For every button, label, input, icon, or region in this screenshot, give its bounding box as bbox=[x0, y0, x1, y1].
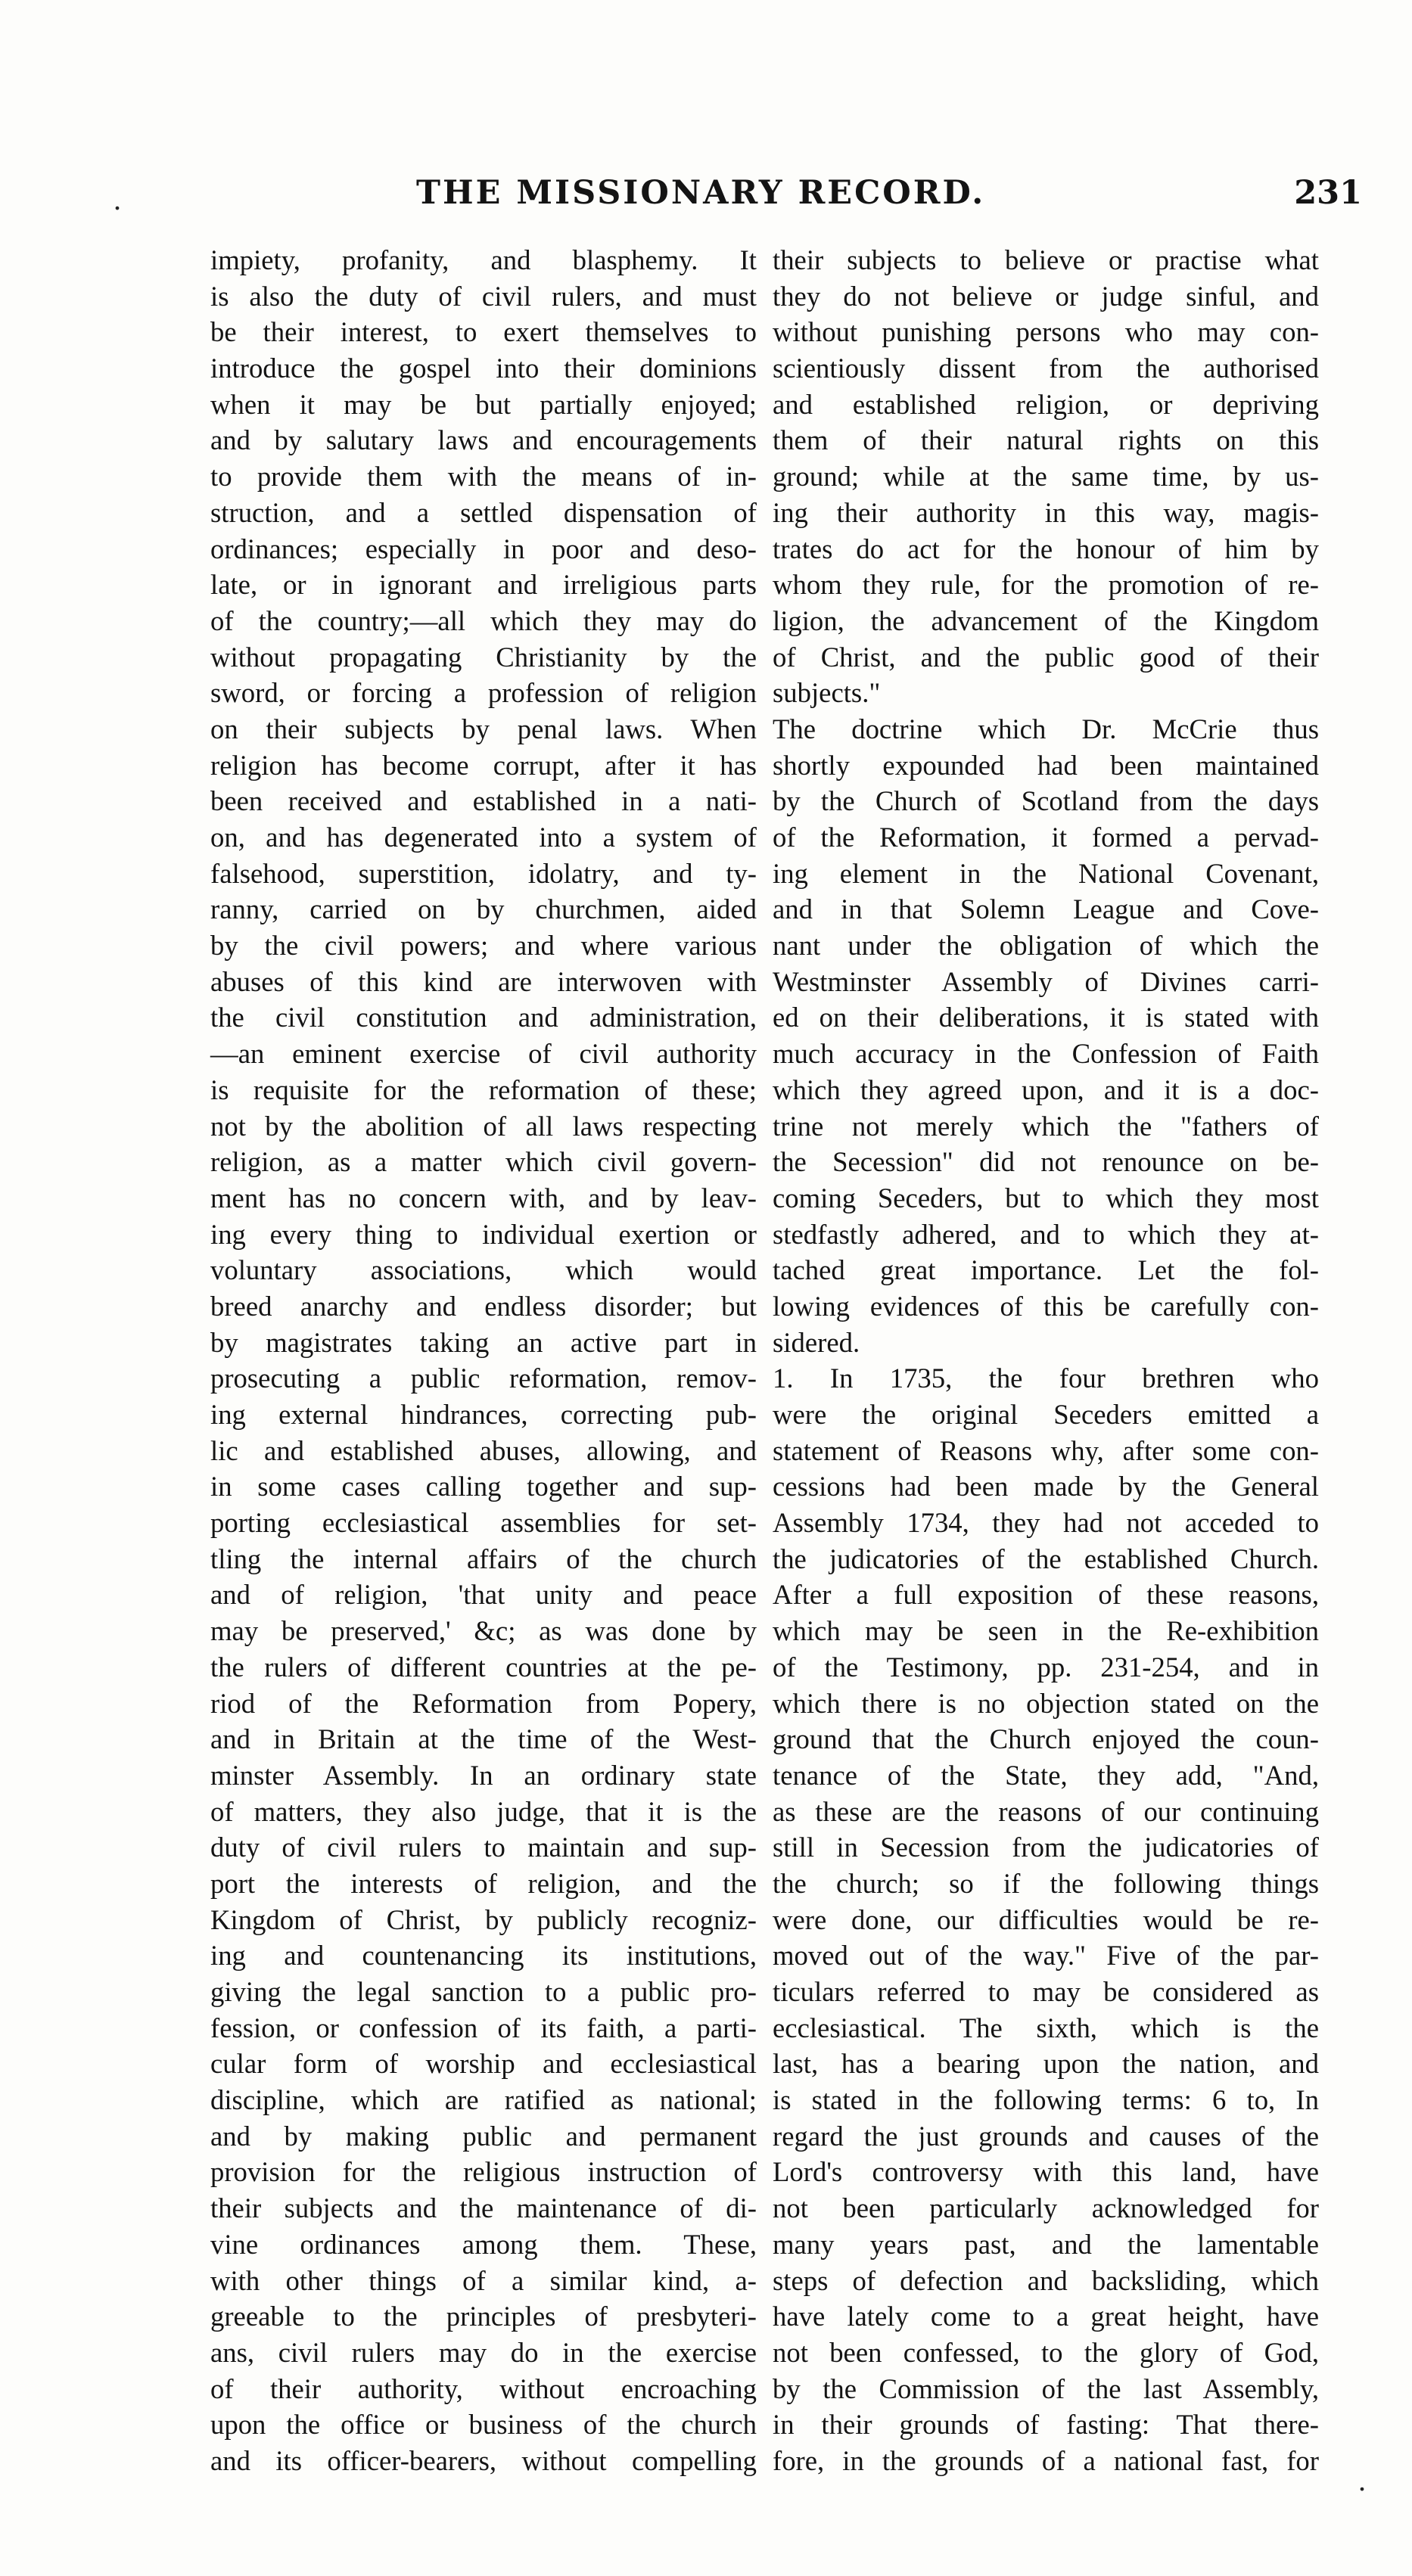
left-column-line: introduce the gospel into their dominions bbox=[210, 353, 757, 384]
left-column bbox=[210, 242, 757, 2479]
left-column-line: may be preserved,' &c; as was done by bbox=[210, 1615, 757, 1647]
left-column-line: falsehood, superstition, idolatry, and ty- bbox=[210, 857, 757, 889]
left-column-line: when it may be but partially enjoyed; bbox=[210, 388, 757, 420]
right-column-line: and in that Solemn League and Cove- bbox=[773, 893, 1319, 925]
right-column-line: not been particularly acknowledged for bbox=[773, 2192, 1319, 2224]
left-column-line: vine ordinances among them. These, bbox=[210, 2228, 757, 2260]
left-column-line: of matters, they also judge, that it is the bbox=[210, 1795, 757, 1827]
left-column-line: riod of the Reformation from Popery, bbox=[210, 1687, 757, 1719]
right-column-line: moved out of the way." Five of the par- bbox=[773, 1940, 1319, 1972]
left-column-line: greeable to the principles of presbyteri- bbox=[210, 2301, 757, 2332]
right-column-line: of Christ, and the public good of their bbox=[773, 641, 1319, 673]
right-column-line: scientiously dissent from the authorised bbox=[773, 353, 1319, 384]
right-column-line: in their grounds of fasting: That there- bbox=[773, 2409, 1319, 2441]
left-column-line: the rulers of different countries at the pe- bbox=[210, 1651, 757, 1683]
right-column-line: ecclesiastical. The sixth, which is the bbox=[773, 2012, 1319, 2043]
right-column-line: the church; so if the following things bbox=[773, 1867, 1319, 1899]
right-column-line: were the original Seceders emitted a bbox=[773, 1399, 1319, 1430]
left-column-line: is requisite for the reformation of these; bbox=[210, 1074, 757, 1105]
right-column-line: trates do act for the honour of him by bbox=[773, 533, 1319, 564]
left-column-line: on their subjects by penal laws. When bbox=[210, 713, 757, 744]
right-column-line: which there is no objection stated on the bbox=[773, 1687, 1319, 1719]
left-column-line: of their authority, without encroaching bbox=[210, 2372, 757, 2404]
left-column-line: and its officer-bearers, without compelling bbox=[210, 2444, 757, 2476]
left-column-line: duty of civil rulers to maintain and sup- bbox=[210, 1832, 757, 1863]
left-column-line: not by the abolition of all laws respecting bbox=[210, 1110, 757, 1142]
right-column-line: and established religion, or depriving bbox=[773, 388, 1319, 420]
left-column-line: cular form of worship and ecclesiastical bbox=[210, 2048, 757, 2080]
left-column-line: religion has become corrupt, after it has bbox=[210, 749, 757, 781]
right-column bbox=[773, 242, 1319, 2479]
left-column-line: late, or in ignorant and irreligious parts bbox=[210, 569, 757, 601]
left-column-line: voluntary associations, which would bbox=[210, 1254, 757, 1286]
running-head bbox=[212, 174, 1362, 227]
left-column-line: be their interest, to exert themselves to bbox=[210, 316, 757, 348]
right-column-line: ing their authority in this way, magis- bbox=[773, 496, 1319, 528]
right-column-line: which they agreed upon, and it is a doc- bbox=[773, 1074, 1319, 1105]
left-column-line: sword, or forcing a profession of religion bbox=[210, 677, 757, 709]
right-column-line: statement of Reasons why, after some con- bbox=[773, 1434, 1319, 1466]
right-column-line: sidered. bbox=[773, 1326, 860, 1358]
left-column-line: discipline, which are ratified as national; bbox=[210, 2084, 757, 2116]
left-column-line: ing every thing to individual exertion or bbox=[210, 1218, 757, 1250]
left-column-line: and in Britain at the time of the West- bbox=[210, 1723, 757, 1755]
right-column-line: ground that the Church enjoyed the coun- bbox=[773, 1723, 1319, 1755]
left-column-line: lic and established abuses, allowing, and bbox=[210, 1434, 757, 1466]
left-column-line: religion, as a matter which civil govern- bbox=[210, 1146, 757, 1178]
right-column-line: many years past, and the lamentable bbox=[773, 2228, 1319, 2260]
left-column-line: ranny, carried on by churchmen, aided bbox=[210, 893, 757, 925]
right-column-line: have lately come to a great height, have bbox=[773, 2301, 1319, 2332]
left-column-line: port the interests of religion, and the bbox=[210, 1867, 757, 1899]
right-column-line: them of their natural rights on this bbox=[773, 424, 1319, 456]
right-column-line: 1. In 1735, the four brethren who bbox=[773, 1363, 1319, 1394]
left-column-line: in some cases calling together and sup- bbox=[210, 1471, 757, 1502]
left-column-line: ordinances; especially in poor and deso- bbox=[210, 533, 757, 564]
left-column-line: by the civil powers; and where various bbox=[210, 930, 757, 962]
right-column-line: Lord's controversy with this land, have bbox=[773, 2156, 1319, 2188]
left-column-line: and of religion, 'that unity and peace bbox=[210, 1579, 757, 1611]
right-column-line: tenance of the State, they add, "And, bbox=[773, 1759, 1319, 1791]
right-column-line: ing element in the National Covenant, bbox=[773, 857, 1319, 889]
left-column-line: and by salutary laws and encouragements bbox=[210, 424, 757, 456]
left-column-line: upon the office or business of the church bbox=[210, 2409, 757, 2441]
left-column-line: to provide them with the means of in- bbox=[210, 461, 757, 493]
right-column-line: still in Secession from the judicatories of bbox=[773, 1832, 1319, 1863]
right-column-line: whom they rule, for the promotion of re- bbox=[773, 569, 1319, 601]
left-column-line: been received and established in a nati- bbox=[210, 785, 757, 817]
left-column-line: tling the internal affairs of the church bbox=[210, 1543, 757, 1574]
left-column-line: ing external hindrances, correcting pub- bbox=[210, 1399, 757, 1430]
left-column-line: ment has no concern with, and by leav- bbox=[210, 1182, 757, 1213]
right-column-line: Assembly 1734, they had not acceded to bbox=[773, 1507, 1319, 1539]
journal-title: THE MISSIONARY RECORD. bbox=[416, 174, 986, 212]
page-number: 231 bbox=[1294, 174, 1362, 212]
right-column-line: After a full exposition of these reasons, bbox=[773, 1579, 1319, 1611]
left-column-line: —an eminent exercise of civil authority bbox=[210, 1038, 757, 1070]
right-column-line: Westminster Assembly of Divines carri- bbox=[773, 965, 1319, 997]
right-column-line: they do not believe or judge sinful, and bbox=[773, 280, 1319, 312]
left-column-line: the civil constitution and administration, bbox=[210, 1002, 757, 1033]
right-column-line: ticulars referred to may be considered as bbox=[773, 1976, 1319, 2007]
right-column-line: ed on their deliberations, it is stated with bbox=[773, 1002, 1319, 1033]
right-column-line: the judicatories of the established Church. bbox=[773, 1543, 1319, 1574]
right-column-line: much accuracy in the Confession of Faith bbox=[773, 1038, 1319, 1070]
right-column-line: the Secession" did not renounce on be- bbox=[773, 1146, 1319, 1178]
right-column-line: is stated in the following terms: 6 to, In bbox=[773, 2084, 1319, 2116]
right-column-line: by the Commission of the last Assembly, bbox=[773, 2372, 1319, 2404]
right-column-line: shortly expounded had been maintained bbox=[773, 749, 1319, 781]
right-column-line: lowing evidences of this be carefully con- bbox=[773, 1290, 1319, 1322]
right-column-line: of the Reformation, it formed a pervad- bbox=[773, 822, 1319, 853]
left-column-line: giving the legal sanction to a public pro- bbox=[210, 1976, 757, 2007]
left-column-line: fession, or confession of its faith, a parti- bbox=[210, 2012, 757, 2043]
left-column-line: their subjects and the maintenance of di- bbox=[210, 2192, 757, 2224]
right-column-line: not been confessed, to the glory of God, bbox=[773, 2336, 1319, 2368]
left-column-line: Kingdom of Christ, by publicly recogniz- bbox=[210, 1903, 757, 1935]
right-column-line: The doctrine which Dr. McCrie thus bbox=[773, 713, 1319, 744]
right-column-line: trine not merely which the "fathers of bbox=[773, 1110, 1319, 1142]
right-column-line: steps of defection and backsliding, which bbox=[773, 2264, 1319, 2296]
right-column-line: tached great importance. Let the fol- bbox=[773, 1254, 1319, 1286]
left-column-line: with other things of a similar kind, a- bbox=[210, 2264, 757, 2296]
right-column-line: without punishing persons who may con- bbox=[773, 316, 1319, 348]
right-column-line: coming Seceders, but to which they most bbox=[773, 1182, 1319, 1213]
right-column-line: as these are the reasons of our continuing bbox=[773, 1795, 1319, 1827]
right-column-line: by the Church of Scotland from the days bbox=[773, 785, 1319, 817]
right-column-line: nant under the obligation of which the bbox=[773, 930, 1319, 962]
right-column-line: fore, in the grounds of a national fast, for bbox=[773, 2444, 1319, 2476]
right-column-line: ground; while at the same time, by us- bbox=[773, 461, 1319, 493]
left-column-line: by magistrates taking an active part in bbox=[210, 1326, 757, 1358]
right-column-line: cessions had been made by the General bbox=[773, 1471, 1319, 1502]
right-column-line: stedfastly adhered, and to which they at- bbox=[773, 1218, 1319, 1250]
left-column-line: prosecuting a public reformation, remov- bbox=[210, 1363, 757, 1394]
left-column-line: without propagating Christianity by the bbox=[210, 641, 757, 673]
left-column-line: on, and has degenerated into a system of bbox=[210, 822, 757, 853]
left-column-line: breed anarchy and endless disorder; but bbox=[210, 1290, 757, 1322]
left-column-line: struction, and a settled dispensation of bbox=[210, 496, 757, 528]
left-column-line: of the country;—all which they may do bbox=[210, 604, 757, 636]
right-column-line: were done, our difficulties would be re- bbox=[773, 1903, 1319, 1935]
left-column-line: minster Assembly. In an ordinary state bbox=[210, 1759, 757, 1791]
left-column-line: ing and countenancing its institutions, bbox=[210, 1940, 757, 1972]
stray-mark-top: . bbox=[114, 182, 121, 216]
right-column-line: ligion, the advancement of the Kingdom bbox=[773, 604, 1319, 636]
right-column-line: regard the just grounds and causes of the bbox=[773, 2120, 1319, 2152]
right-column-line: which may be seen in the Re-exhibition bbox=[773, 1615, 1319, 1647]
left-column-line: and by making public and permanent bbox=[210, 2120, 757, 2152]
stray-mark-bottom: . bbox=[1358, 2463, 1366, 2497]
left-column-line: provision for the religious instruction of bbox=[210, 2156, 757, 2188]
left-column-line: porting ecclesiastical assemblies for set- bbox=[210, 1507, 757, 1539]
left-column-line: impiety, profanity, and blasphemy. It bbox=[210, 244, 757, 275]
right-column-line: their subjects to believe or practise what bbox=[773, 244, 1319, 275]
right-column-line: of the Testimony, pp. 231-254, and in bbox=[773, 1651, 1319, 1683]
right-column-line: last, has a bearing upon the nation, and bbox=[773, 2048, 1319, 2080]
right-column-line: subjects." bbox=[773, 677, 881, 709]
left-column-line: ans, civil rulers may do in the exercise bbox=[210, 2336, 757, 2368]
left-column-line: abuses of this kind are interwoven with bbox=[210, 965, 757, 997]
left-column-line: is also the duty of civil rulers, and must bbox=[210, 280, 757, 312]
